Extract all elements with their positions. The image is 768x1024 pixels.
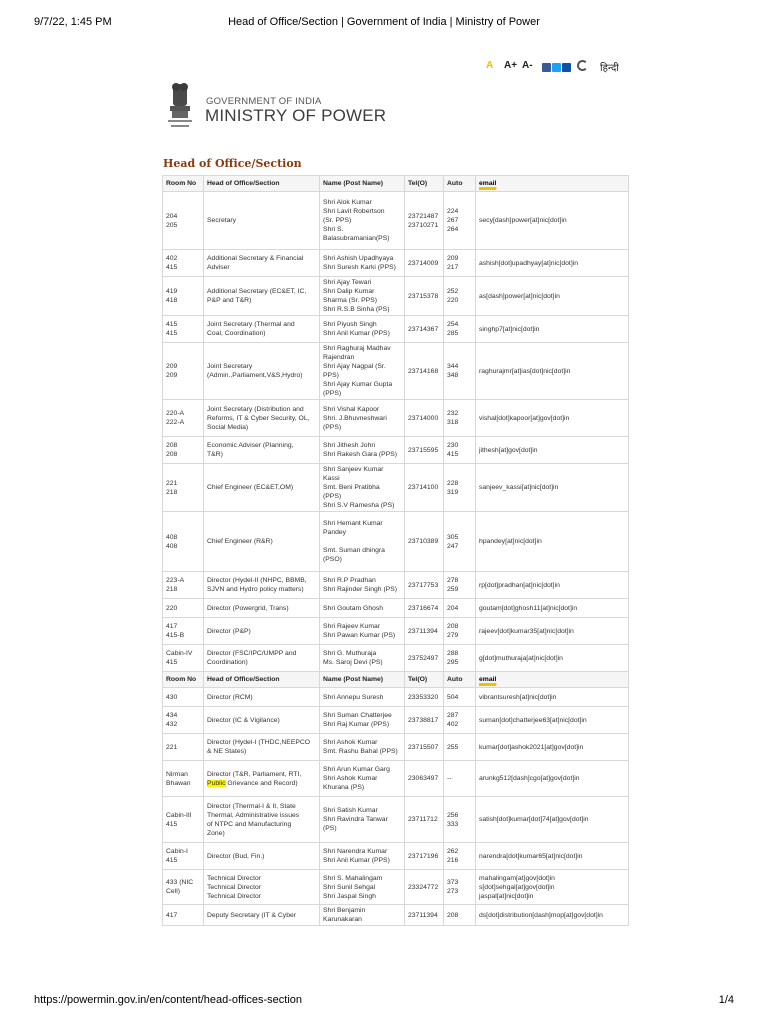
email-cell: vibrantsuresh[at]nic[dot]in (476, 688, 629, 707)
tel-cell: 23714100 (405, 464, 444, 512)
office-cell: Director (Hydel-II (NHPC, BBMB, SJVN and Hydro policy matters) (204, 572, 320, 599)
auto-cell: 288 295 (444, 645, 476, 672)
room-number-cell: 417 (163, 905, 204, 926)
room-number-cell: 221 218 (163, 464, 204, 512)
table-row (163, 843, 629, 870)
column-header: Room No (163, 176, 204, 192)
tel-cell: 23715378 (405, 277, 444, 316)
email-cell: secy[dash]power[at]nic[dot]in (476, 192, 629, 250)
email-cell: satish[dot]kumar[dot]74[at]gov[dot]in (476, 797, 629, 843)
office-cell: Economic Adviser (Planning, T&R) (204, 437, 320, 464)
office-text: Grievance and Record) (225, 779, 298, 787)
email-cell: rp[dot]pradhan[at]nic[dot]in (476, 572, 629, 599)
email-cell: vishal[dot]kapoor[at]gov[dot]in (476, 400, 629, 437)
table-header-row-repeat (163, 672, 629, 688)
table-row (163, 707, 629, 734)
tel-cell: 23752497 (405, 645, 444, 672)
logo-line-ministry: MINISTRY OF POWER (205, 106, 387, 125)
name-cell: Shri Rajeev Kumar Shri Pawan Kumar (PS) (320, 618, 405, 645)
auto-cell: 278 259 (444, 572, 476, 599)
table-row (163, 437, 629, 464)
name-cell: Shri Satish Kumar Shri Ravindra Tanwar (PS) (320, 797, 405, 843)
auto-cell: 344 348 (444, 343, 476, 400)
office-cell: Technical Director Technical Director Technical Director (204, 870, 320, 905)
print-footer (34, 994, 734, 1008)
email-cell: as[dash]power[at]nic[dot]in (476, 277, 629, 316)
room-number-cell: 221 (163, 734, 204, 761)
auto-cell: 224 267 264 (444, 192, 476, 250)
head-of-office-table (162, 175, 629, 926)
name-cell: Shri Sanjeev Kumar Kassi Smt. Beni Pratibha (PPS) Shri S.V Ramesha (PS) (320, 464, 405, 512)
column-header: Tel(O) (405, 176, 444, 192)
facebook-icon[interactable] (542, 63, 551, 72)
auto-cell: 255 (444, 734, 476, 761)
table-header-row (163, 176, 629, 192)
office-cell: Joint Secretary (Admin.,Parliament,V&S,Hydro) (204, 343, 320, 400)
tel-cell: 23717753 (405, 572, 444, 599)
column-header: Name (Post Name) (320, 672, 405, 688)
email-cell: suman[dot]chatterjee63[at]nic[dot]in (476, 707, 629, 734)
auto-cell: 230 415 (444, 437, 476, 464)
office-cell: Chief Engineer (EC&ET,OM) (204, 464, 320, 512)
font-decrease-button[interactable]: A- (522, 60, 533, 71)
table-row (163, 870, 629, 905)
room-number-cell: Cabin-I 415 (163, 843, 204, 870)
table-row (163, 192, 629, 250)
office-text: Director (T&R, Parliament, RTI, (207, 770, 302, 778)
tel-cell: 23714168 (405, 343, 444, 400)
name-cell: Shri Vishal Kapoor Shri. J.Bhuvneshwari (PPS) (320, 400, 405, 437)
auto-cell: 252 220 (444, 277, 476, 316)
name-cell: Shri Suman Chatterjee Shri Raj Kumar (PPS) (320, 707, 405, 734)
table-row (163, 905, 629, 926)
table-row (163, 464, 629, 512)
tel-cell: 23714367 (405, 316, 444, 343)
tel-cell: 23353320 (405, 688, 444, 707)
column-header: Room No (163, 672, 204, 688)
auto-cell: 504 (444, 688, 476, 707)
column-header: email (476, 176, 629, 192)
email-cell: jithesh[at]gov[dot]in (476, 437, 629, 464)
auto-cell: 228 319 (444, 464, 476, 512)
room-number-cell: 415 415 (163, 316, 204, 343)
tel-cell: 23324772 (405, 870, 444, 905)
name-cell: Shri G. Muthuraja Ms. Saroj Devi (PS) (320, 645, 405, 672)
table-row (163, 688, 629, 707)
name-cell: Shri Alok Kumar Shri Lavit Robertson (Sr. PPS) Shri S. Balasubramanian(PS) (320, 192, 405, 250)
table-row (163, 761, 629, 797)
email-cell: rajeev[dot]kumar35[at]nic[dot]in (476, 618, 629, 645)
auto-cell: 287 402 (444, 707, 476, 734)
auto-cell: 373 273 (444, 870, 476, 905)
email-cell: ashish[dot]upadhyay[at]nic[dot]in (476, 250, 629, 277)
email-cell: kumar[dot]ashok2021[at]gov[dot]in (476, 734, 629, 761)
email-cell: hpandey[at]nic[dot]in (476, 512, 629, 572)
name-cell: Shri S. Mahalingam Shri Sunil Sehgal Shri Jaspal Singh (320, 870, 405, 905)
email-cell: sanjeev_kassi[at]nic[dot]in (476, 464, 629, 512)
table-row (163, 645, 629, 672)
room-number-cell: Cabin-IV 415 (163, 645, 204, 672)
room-number-cell: 402 415 (163, 250, 204, 277)
office-cell: Director (FSC/IPC/UMPP and Coordination) (204, 645, 320, 672)
email-cell: arunkg512[dash]cgo[at]gov[dot]in (476, 761, 629, 797)
auto-cell: 204 (444, 599, 476, 618)
tel-cell: 23721487 23710271 (405, 192, 444, 250)
print-page-title: Head of Office/Section | Government of India | Ministry of Power (228, 16, 540, 28)
print-page-number: 1/4 (718, 994, 734, 1006)
name-cell: Shri Annepu Suresh (320, 688, 405, 707)
office-cell: Director (Bud, Fin.) (204, 843, 320, 870)
twitter-icon[interactable] (552, 63, 561, 72)
refresh-icon[interactable] (577, 60, 588, 71)
room-number-cell: 209 209 (163, 343, 204, 400)
room-number-cell: 419 418 (163, 277, 204, 316)
tel-cell: 23716674 (405, 599, 444, 618)
office-cell: Chief Engineer (R&R) (204, 512, 320, 572)
office-cell: Director (Thermal-I & II, State Thermal, Administrative issues of NTPC and Manufacturing Zone) (204, 797, 320, 843)
tel-cell: 23738817 (405, 707, 444, 734)
email-cell: g[dot]muthuraja[at]nic[dot]in (476, 645, 629, 672)
table-row (163, 512, 629, 572)
name-cell: Shri Hemant Kumar Pandey Smt. Suman dhingra (PSO) (320, 512, 405, 572)
office-cell (204, 761, 320, 797)
room-number-cell: 220 (163, 599, 204, 618)
email-cell: goutam[dot]ghosh11[at]nic[dot]in (476, 599, 629, 618)
office-cell: Director (Powergrid, Trans) (204, 599, 320, 618)
table-row (163, 599, 629, 618)
room-number-cell: 208 208 (163, 437, 204, 464)
room-number-cell: Cabin-III 415 (163, 797, 204, 843)
page-title: Head of Office/Section (163, 157, 302, 170)
tel-cell: 23711394 (405, 618, 444, 645)
room-number-cell: 430 (163, 688, 204, 707)
room-number-cell: 204 205 (163, 192, 204, 250)
name-cell: Shri Ashish Upadhyaya Shri Suresh Karki (PPS) (320, 250, 405, 277)
font-increase-button[interactable]: A+ (504, 60, 518, 71)
name-cell: Shri Arun Kumar Garg Shri Ashok Kumar Khurana (PS) (320, 761, 405, 797)
name-cell: Shri Raghuraj Madhav Rajendran Shri Ajay Nagpal (Sr. PPS) Shri Ajay Kumar Gupta (PPS) (320, 343, 405, 400)
room-number-cell: 434 432 (163, 707, 204, 734)
print-url: https://powermin.gov.in/en/content/head-offices-section (34, 994, 303, 1006)
room-number-cell: 408 408 (163, 512, 204, 572)
auto-cell: 208 (444, 905, 476, 926)
auto-cell: 254 285 (444, 316, 476, 343)
email-cell: mahalingam[at]gov[dot]in s[dot]sehgal[at]gov[dot]in jaspal[at]nic[dot]in (476, 870, 629, 905)
auto-cell: 232 318 (444, 400, 476, 437)
column-header: Auto (444, 672, 476, 688)
table-row (163, 734, 629, 761)
room-number-cell: 417 415-B (163, 618, 204, 645)
room-number-cell: Nirman Bhawan (163, 761, 204, 797)
tel-cell: 23717196 (405, 843, 444, 870)
room-number-cell: 223-A 218 (163, 572, 204, 599)
office-cell: Deputy Secretary (IT & Cyber (204, 905, 320, 926)
email-cell: narendra[dot]kumar65[at]nic[dot]in (476, 843, 629, 870)
tel-cell: 23711394 (405, 905, 444, 926)
name-cell: Shri Goutam Ghosh (320, 599, 405, 618)
table-row (163, 797, 629, 843)
office-cell: Secretary (204, 192, 320, 250)
ministry-logo[interactable] (162, 78, 422, 138)
office-cell: Joint Secretary (Thermal and Coal, Coordination) (204, 316, 320, 343)
name-cell: Shri Jithesh John Shri Rakesh Gara (PPS) (320, 437, 405, 464)
column-header: Name (Post Name) (320, 176, 405, 192)
name-cell: Shri R.P Pradhan Shri Rajinder Singh (PS) (320, 572, 405, 599)
column-header: Head of Office/Section (204, 176, 320, 192)
name-cell: Shri Ashok Kumar Smt. Rashu Bahal (PPS) (320, 734, 405, 761)
column-header: Tel(O) (405, 672, 444, 688)
table-row (163, 618, 629, 645)
hindi-language-link[interactable]: हिन्दी (600, 63, 619, 74)
table-row (163, 400, 629, 437)
office-cell: Director (RCM) (204, 688, 320, 707)
print-datetime: 9/7/22, 1:45 PM (34, 16, 112, 28)
tel-cell: 23714009 (405, 250, 444, 277)
tel-cell: 23063497 (405, 761, 444, 797)
auto-cell: 262 216 (444, 843, 476, 870)
auto-cell: 305 247 (444, 512, 476, 572)
office-cell: Additional Secretary & Financial Adviser (204, 250, 320, 277)
auto-cell: 208 279 (444, 618, 476, 645)
table-row (163, 343, 629, 400)
office-cell: Director (P&P) (204, 618, 320, 645)
email-cell: raghurajmr[at]ias[dot]nic[dot]in (476, 343, 629, 400)
room-number-cell: 433 (NIC Cell) (163, 870, 204, 905)
column-header: Head of Office/Section (204, 672, 320, 688)
tel-cell: 23715507 (405, 734, 444, 761)
table-row (163, 250, 629, 277)
table-row (163, 277, 629, 316)
email-cell: singhp7[at]nic[dot]in (476, 316, 629, 343)
auto-cell: 256 333 (444, 797, 476, 843)
name-cell: Shri Narendra Kumar Shri Anil Kumar (PPS) (320, 843, 405, 870)
national-emblem-icon (162, 80, 198, 134)
name-cell: Shri Benjamin Karunakaran (320, 905, 405, 926)
column-header: email (476, 672, 629, 688)
column-header: Auto (444, 176, 476, 192)
office-cell: Additional Secretary (EC&ET, IC, P&P and T&R) (204, 277, 320, 316)
auto-cell: -- (444, 761, 476, 797)
tel-cell: 23715595 (405, 437, 444, 464)
table-row (163, 316, 629, 343)
highlighted-text: Public (207, 779, 226, 787)
linkedin-icon[interactable] (562, 63, 571, 72)
name-cell: Shri Piyush Singh Shri Anil Kumar (PPS) (320, 316, 405, 343)
name-cell: Shri Ajay Tewari Shri Dalip Kumar Sharma (Sr. PPS) Shri R.S.B Sinha (PS) (320, 277, 405, 316)
office-cell: Joint Secretary (Distribution and Reforms, IT & Cyber Security, OL, Social Media) (204, 400, 320, 437)
email-cell: ds[dot]distribution[dash]mop[at]gov[dot]in (476, 905, 629, 926)
print-header (34, 16, 734, 30)
tel-cell: 23711712 (405, 797, 444, 843)
font-normal-button[interactable]: A (486, 60, 494, 71)
office-cell: Director (IC & Vigilance) (204, 707, 320, 734)
room-number-cell: 220-A 222-A (163, 400, 204, 437)
table-row (163, 572, 629, 599)
office-cell: Director (Hydel-I (THDC,NEEPCO & NE States) (204, 734, 320, 761)
tel-cell: 23710389 (405, 512, 444, 572)
logo-line-government: GOVERNMENT OF INDIA (206, 96, 322, 107)
tel-cell: 23714000 (405, 400, 444, 437)
auto-cell: 209 217 (444, 250, 476, 277)
